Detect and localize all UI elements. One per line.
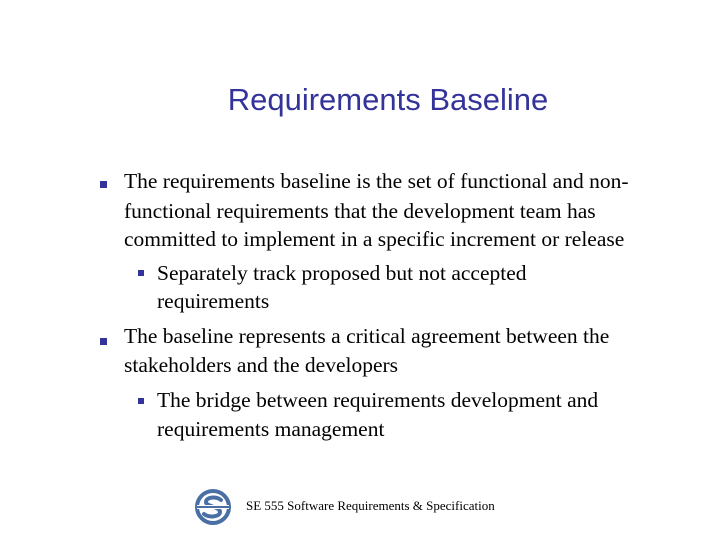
subitem-2-line-1: The bridge between requirements development and — [157, 388, 599, 412]
sub-bullet-square-icon — [138, 398, 144, 404]
subitem-1-line-2: requirements — [157, 289, 270, 313]
subitem-2-line-2: requirements management — [157, 417, 385, 441]
footer-text: SE 555 Software Requirements & Specification — [246, 498, 495, 513]
bullet-square-icon — [100, 181, 107, 188]
item-1-line-3: committed to implement in a specific increment or release — [124, 227, 625, 251]
item-2-line-2: stakeholders and the developers — [124, 353, 399, 377]
item-1-line-2: functional requirements that the development team has — [124, 199, 596, 223]
sub-bullet-square-icon — [138, 270, 144, 276]
subitem-1-line-1: Separately track proposed but not accepted — [157, 261, 527, 285]
se-logo-icon — [194, 488, 232, 526]
slide-title: Requirements Baseline — [227, 82, 549, 117]
slide-footer — [192, 488, 532, 528]
item-1-line-1: The requirements baseline is the set of functional and non- — [124, 169, 629, 193]
item-2-line-1: The baseline represents a critical agreement between the — [124, 324, 610, 348]
bullet-square-icon — [100, 338, 107, 345]
